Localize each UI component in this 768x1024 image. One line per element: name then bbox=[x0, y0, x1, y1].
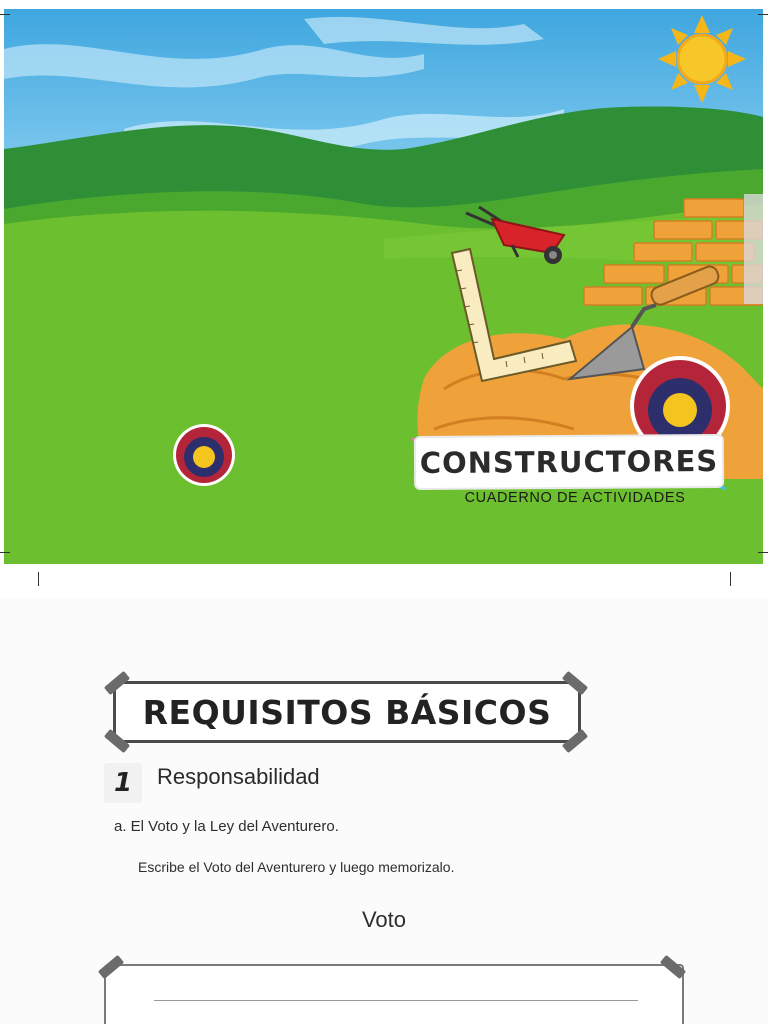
cover-subtitle: CUADERNO DE ACTIVIDADES bbox=[464, 490, 686, 506]
activity-page bbox=[0, 598, 768, 1024]
crop-mark bbox=[758, 14, 768, 15]
item-a-text: a. El Voto y la Ley del Aventurero. bbox=[114, 818, 339, 835]
requirements-heading: REQUISITOS BÁSICOS bbox=[142, 692, 552, 732]
section-number: 1 bbox=[113, 768, 133, 798]
crop-mark bbox=[0, 14, 10, 15]
section-title: Responsabilidad bbox=[157, 764, 320, 789]
writing-line bbox=[154, 1000, 638, 1001]
crop-mark bbox=[758, 552, 768, 553]
section-number-box bbox=[104, 763, 142, 803]
instruction-text: Escribe el Voto del Aventurero y luego memorizalo. bbox=[138, 859, 455, 875]
requirements-banner bbox=[113, 681, 581, 743]
voto-writing-box[interactable] bbox=[104, 964, 684, 1024]
sun-icon bbox=[658, 15, 746, 103]
club-badge-small bbox=[173, 424, 235, 486]
crop-mark bbox=[0, 552, 10, 553]
cover-illustration bbox=[4, 9, 763, 564]
cover-title-banner bbox=[416, 436, 722, 488]
crop-mark bbox=[730, 572, 731, 586]
crop-mark bbox=[38, 572, 39, 586]
voto-label: Voto bbox=[361, 907, 407, 932]
cover-title: CONSTRUCTORES bbox=[419, 443, 719, 481]
